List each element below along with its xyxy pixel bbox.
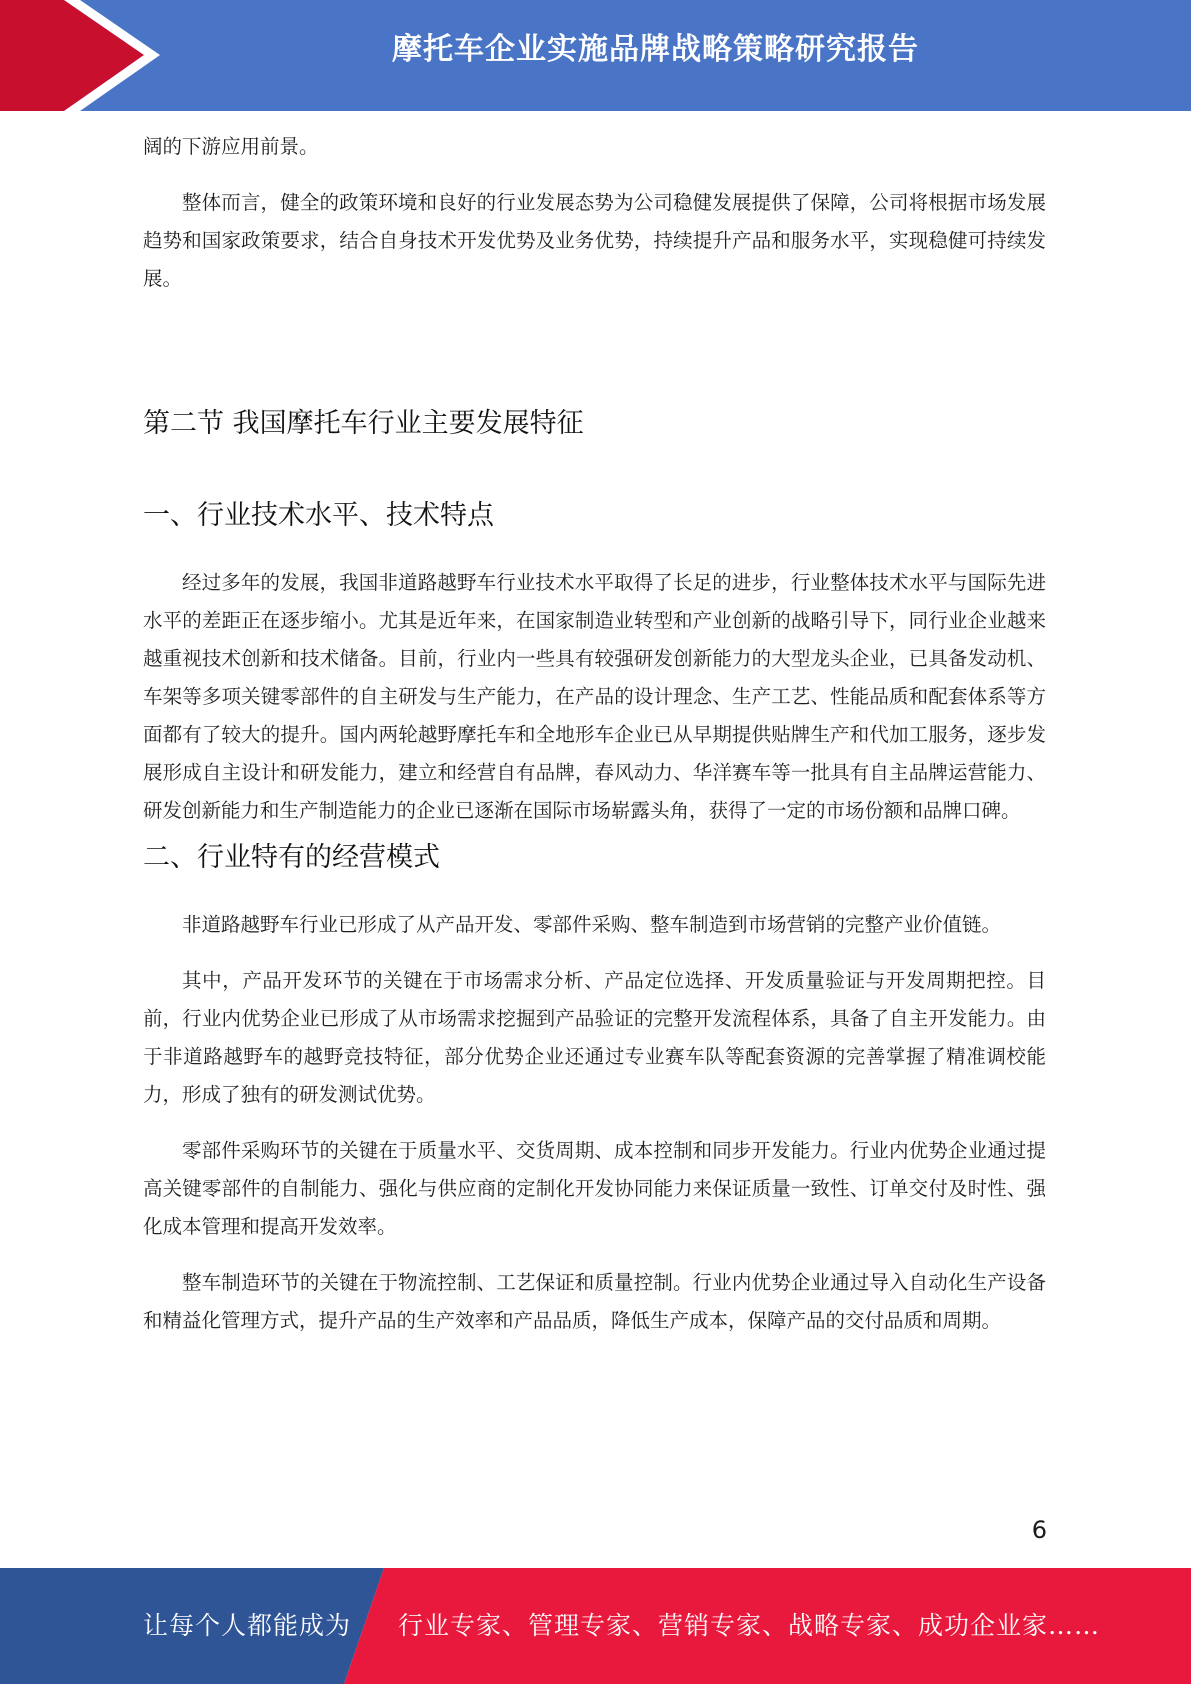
paragraph-parts-procurement: 零部件采购环节的关键在于质量水平、交货周期、成本控制和同步开发能力。行业内优势企业通过提高关键零部件的自制能力、强化与供应商的定制化开发协同能力来保证质量一致性、订单交付及时性、强化成本管理和提高开发效率。 <box>143 1139 1046 1238</box>
paragraph-continuation: 阔的下游应用前景。 <box>143 135 319 158</box>
paragraph-vehicle-manufacturing: 整车制造环节的关键在于物流控制、工艺保证和质量控制。行业内优势企业通过导入自动化生产设备和精益化管理方式，提升产品的生产效率和产品品质，降低生产成本，保障产品的交付品质和周期。 <box>143 1271 1046 1332</box>
page-footer <box>0 1568 1191 1684</box>
subsection-heading-tech: 一、行业技术水平、技术特点 <box>143 500 494 531</box>
paragraph-summary: 整体而言，健全的政策环境和良好的行业发展态势为公司稳健发展提供了保障，公司将根据市场发展趋势和国家政策要求，结合自身技术开发优势及业务优势，持续提升产品和服务水平，实现稳健可持续发展。 <box>143 191 1046 290</box>
paragraph-tech-level: 经过多年的发展，我国非道路越野车行业技术水平取得了长足的进步，行业整体技术水平与国际先进水平的差距正在逐步缩小。尤其是近年来，在国家制造业转型和产业创新的战略引导下，同行业企业越来越重视技术创新和技术储备。目前，行业内一些具有较强研发创新能力的大型龙头企业，已具备发动机、车架等多项关键零部件的自主研发与生产能力，在产品的设计理念、生产工艺、性能品质和配套体系等方面都有了较大的提升。国内两轮越野摩托车和全地形车企业已从早期提供贴牌生产和代加工服务，逐步发展形成自主设计和研发能力，建立和经营自有品牌，春风动力、华洋赛车等一批具有自主品牌运营能力、研发创新能力和生产制造能力的企业已逐渐在国际市场崭露头角，获得了一定的市场份额和品牌口碑。 <box>143 571 1046 822</box>
report-title: 摩托车企业实施品牌战略策略研究报告 <box>392 32 919 67</box>
paragraph-product-development: 其中，产品开发环节的关键在于市场需求分析、产品定位选择、开发质量验证与开发周期把控。目前，行业内优势企业已形成了从市场需求挖掘到产品验证的完整开发流程体系，具备了自主开发能力。由于非道路越野车的越野竞技特征，部分优势企业还通过专业赛车队等配套资源的完善掌握了精准调校能力，形成了独有的研发测试优势。 <box>143 969 1046 1106</box>
footer-slogan-left: 让每个人都能成为 <box>143 1611 352 1640</box>
document-body <box>143 128 1046 1340</box>
footer-slogan-right: 行业专家、管理专家、营销专家、战略专家、成功企业家…… <box>398 1611 1101 1640</box>
page-number: 6 <box>1031 1516 1047 1544</box>
subsection-heading-business-model: 二、行业特有的经营模式 <box>143 842 440 873</box>
section-heading: 第二节 我国摩托车行业主要发展特征 <box>143 408 584 439</box>
paragraph-value-chain: 非道路越野车行业已形成了从产品开发、零部件采购、整车制造到市场营销的完整产业价值链。 <box>182 913 1002 936</box>
page-header <box>0 0 1191 111</box>
